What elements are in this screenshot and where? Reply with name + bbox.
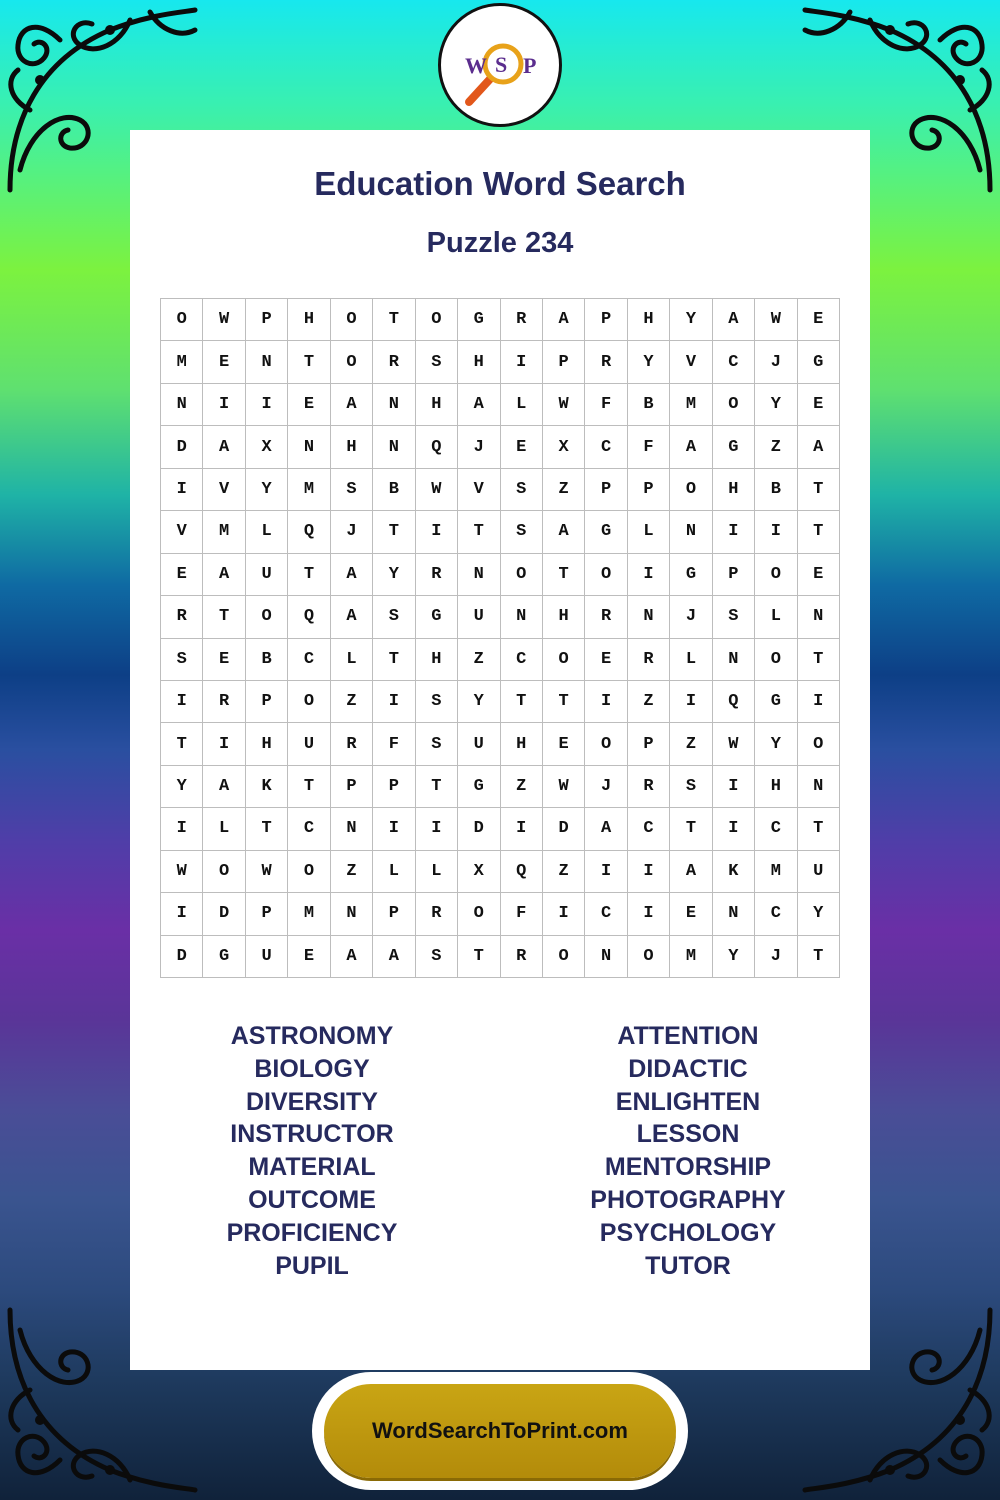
grid-cell[interactable]: Z: [331, 851, 373, 893]
grid-cell[interactable]: X: [246, 426, 288, 468]
grid-cell[interactable]: P: [543, 341, 585, 383]
grid-cell[interactable]: I: [373, 681, 415, 723]
grid-cell[interactable]: T: [373, 511, 415, 553]
grid-cell[interactable]: T: [203, 596, 245, 638]
grid-cell[interactable]: M: [288, 469, 330, 511]
grid-cell[interactable]: M: [670, 936, 712, 978]
word-list-item: ASTRONOMY: [230, 1022, 394, 1050]
grid-cell[interactable]: V: [670, 341, 712, 383]
grid-cell[interactable]: O: [331, 299, 373, 341]
grid-cell[interactable]: G: [798, 341, 840, 383]
grid-cell[interactable]: P: [373, 766, 415, 808]
grid-cell[interactable]: Z: [543, 851, 585, 893]
grid-cell[interactable]: F: [501, 893, 543, 935]
grid-cell[interactable]: U: [246, 554, 288, 596]
grid-cell[interactable]: O: [755, 639, 797, 681]
grid-cell[interactable]: S: [670, 766, 712, 808]
grid-cell[interactable]: Q: [416, 426, 458, 468]
grid-cell[interactable]: E: [288, 384, 330, 426]
grid-cell[interactable]: J: [755, 936, 797, 978]
grid-cell[interactable]: R: [416, 893, 458, 935]
grid-cell[interactable]: H: [416, 384, 458, 426]
grid-cell[interactable]: T: [373, 639, 415, 681]
grid-cell[interactable]: N: [246, 341, 288, 383]
grid-cell[interactable]: L: [203, 808, 245, 850]
grid-cell[interactable]: O: [501, 554, 543, 596]
grid-cell[interactable]: P: [331, 766, 373, 808]
grid-cell[interactable]: H: [246, 723, 288, 765]
grid-cell[interactable]: Q: [288, 511, 330, 553]
word-list-item: ENLIGHTEN: [615, 1087, 761, 1116]
grid-cell[interactable]: Z: [331, 681, 373, 723]
grid-cell[interactable]: R: [501, 936, 543, 978]
grid-cell[interactable]: E: [288, 936, 330, 978]
grid-cell[interactable]: D: [203, 893, 245, 935]
grid-cell[interactable]: E: [501, 426, 543, 468]
grid-cell[interactable]: R: [585, 596, 627, 638]
website-button[interactable]: WordSearchToPrint.com: [324, 1384, 676, 1478]
grid-cell[interactable]: E: [203, 639, 245, 681]
grid-cell[interactable]: W: [161, 851, 203, 893]
grid-cell[interactable]: L: [331, 639, 373, 681]
grid-cell[interactable]: H: [755, 766, 797, 808]
grid-cell[interactable]: O: [161, 299, 203, 341]
grid-cell[interactable]: T: [246, 808, 288, 850]
grid-cell[interactable]: R: [585, 341, 627, 383]
grid-cell[interactable]: N: [670, 511, 712, 553]
grid-cell[interactable]: K: [713, 851, 755, 893]
word-list-item: PSYCHOLOGY: [599, 1218, 777, 1247]
grid-cell[interactable]: L: [373, 851, 415, 893]
grid-cell[interactable]: T: [458, 511, 500, 553]
grid-cell[interactable]: I: [161, 469, 203, 511]
grid-cell[interactable]: Q: [713, 681, 755, 723]
grid-cell[interactable]: S: [416, 723, 458, 765]
grid-cell[interactable]: I: [203, 384, 245, 426]
grid-cell[interactable]: I: [246, 384, 288, 426]
grid-cell[interactable]: E: [585, 639, 627, 681]
grid-cell[interactable]: L: [670, 639, 712, 681]
word-list-right: [528, 1020, 848, 1282]
grid-cell[interactable]: Q: [501, 851, 543, 893]
grid-cell[interactable]: Z: [458, 639, 500, 681]
grid-cell[interactable]: Y: [458, 681, 500, 723]
grid-cell[interactable]: N: [585, 936, 627, 978]
grid-cell[interactable]: H: [288, 299, 330, 341]
grid-cell[interactable]: H: [458, 341, 500, 383]
grid-cell[interactable]: M: [670, 384, 712, 426]
grid-cell[interactable]: T: [288, 766, 330, 808]
grid-cell[interactable]: Y: [798, 893, 840, 935]
wsp-logo[interactable]: [438, 3, 562, 127]
grid-cell[interactable]: U: [246, 936, 288, 978]
grid-cell[interactable]: Y: [373, 554, 415, 596]
grid-cell[interactable]: C: [501, 639, 543, 681]
grid-cell[interactable]: Y: [670, 299, 712, 341]
grid-cell[interactable]: B: [755, 469, 797, 511]
grid-cell[interactable]: R: [501, 299, 543, 341]
word-list-item: PUPIL: [275, 1251, 349, 1280]
grid-cell[interactable]: P: [373, 893, 415, 935]
grid-cell[interactable]: I: [628, 554, 670, 596]
grid-cell[interactable]: G: [670, 554, 712, 596]
grid-cell[interactable]: G: [203, 936, 245, 978]
grid-cell[interactable]: O: [246, 596, 288, 638]
grid-cell[interactable]: B: [373, 469, 415, 511]
grid-cell[interactable]: N: [798, 596, 840, 638]
grid-cell[interactable]: T: [798, 469, 840, 511]
grid-cell[interactable]: A: [203, 554, 245, 596]
grid-cell[interactable]: I: [161, 808, 203, 850]
grid-cell[interactable]: O: [670, 469, 712, 511]
grid-cell[interactable]: F: [628, 426, 670, 468]
grid-cell[interactable]: W: [543, 766, 585, 808]
grid-cell[interactable]: P: [628, 723, 670, 765]
grid-cell[interactable]: Y: [628, 341, 670, 383]
page-title: Education Word Search: [314, 165, 686, 202]
grid-cell[interactable]: N: [458, 554, 500, 596]
grid-cell[interactable]: I: [416, 511, 458, 553]
grid-cell[interactable]: S: [331, 469, 373, 511]
grid-cell[interactable]: R: [373, 341, 415, 383]
grid-cell[interactable]: Y: [755, 723, 797, 765]
grid-cell[interactable]: I: [628, 893, 670, 935]
grid-cell[interactable]: C: [755, 808, 797, 850]
grid-cell[interactable]: V: [161, 511, 203, 553]
grid-cell[interactable]: P: [246, 299, 288, 341]
grid-cell[interactable]: A: [203, 766, 245, 808]
word-list-item: ATTENTION: [617, 1022, 759, 1050]
grid-cell[interactable]: M: [161, 341, 203, 383]
word-list-item: DIVERSITY: [246, 1087, 378, 1116]
grid-cell[interactable]: T: [288, 554, 330, 596]
grid-cell[interactable]: F: [373, 723, 415, 765]
grid-cell[interactable]: S: [416, 936, 458, 978]
grid-cell[interactable]: I: [501, 808, 543, 850]
grid-cell[interactable]: E: [543, 723, 585, 765]
grid-cell[interactable]: Y: [713, 936, 755, 978]
grid-cell[interactable]: Y: [161, 766, 203, 808]
logo-letter-w: W: [465, 53, 487, 78]
grid-cell[interactable]: X: [543, 426, 585, 468]
grid-cell[interactable]: N: [161, 384, 203, 426]
grid-cell[interactable]: T: [798, 639, 840, 681]
grid-cell[interactable]: N: [373, 384, 415, 426]
grid-cell[interactable]: A: [543, 299, 585, 341]
grid-cell[interactable]: C: [713, 341, 755, 383]
grid-cell[interactable]: A: [203, 426, 245, 468]
grid-cell[interactable]: T: [416, 766, 458, 808]
grid-cell[interactable]: H: [331, 426, 373, 468]
grid-cell[interactable]: S: [161, 639, 203, 681]
grid-cell[interactable]: F: [585, 384, 627, 426]
grid-cell[interactable]: T: [288, 341, 330, 383]
grid-cell[interactable]: E: [798, 384, 840, 426]
grid-cell[interactable]: A: [458, 384, 500, 426]
puzzle-number: Puzzle 234: [426, 227, 574, 259]
grid-cell[interactable]: N: [331, 893, 373, 935]
grid-cell[interactable]: Z: [755, 426, 797, 468]
grid-cell[interactable]: W: [713, 723, 755, 765]
grid-cell[interactable]: T: [543, 554, 585, 596]
grid-cell[interactable]: O: [755, 554, 797, 596]
grid-cell[interactable]: C: [585, 426, 627, 468]
grid-cell[interactable]: A: [373, 936, 415, 978]
word-list-item: LESSON: [636, 1120, 740, 1149]
grid-cell[interactable]: W: [246, 851, 288, 893]
grid-cell[interactable]: W: [543, 384, 585, 426]
grid-cell[interactable]: N: [331, 808, 373, 850]
word-list-item: INSTRUCTOR: [230, 1120, 394, 1149]
grid-cell[interactable]: N: [798, 766, 840, 808]
grid-cell[interactable]: H: [501, 723, 543, 765]
grid-cell[interactable]: O: [798, 723, 840, 765]
grid-cell[interactable]: H: [543, 596, 585, 638]
grid-cell[interactable]: Y: [246, 469, 288, 511]
grid-cell[interactable]: S: [416, 341, 458, 383]
grid-cell[interactable]: K: [246, 766, 288, 808]
grid-cell[interactable]: P: [585, 299, 627, 341]
grid-cell[interactable]: W: [416, 469, 458, 511]
grid-cell[interactable]: D: [458, 808, 500, 850]
grid-cell[interactable]: Y: [755, 384, 797, 426]
grid-cell[interactable]: I: [543, 893, 585, 935]
word-list-item: TUTOR: [645, 1251, 731, 1280]
grid-cell[interactable]: I: [755, 511, 797, 553]
grid-cell[interactable]: E: [203, 341, 245, 383]
grid-cell[interactable]: P: [246, 681, 288, 723]
grid-cell[interactable]: D: [161, 936, 203, 978]
grid-cell[interactable]: I: [713, 766, 755, 808]
grid-cell[interactable]: Z: [543, 469, 585, 511]
grid-cell[interactable]: O: [416, 299, 458, 341]
grid-cell[interactable]: R: [161, 596, 203, 638]
grid-cell[interactable]: N: [288, 426, 330, 468]
word-list-item: OUTCOME: [248, 1185, 376, 1214]
grid-cell[interactable]: C: [755, 893, 797, 935]
grid-cell[interactable]: L: [416, 851, 458, 893]
grid-cell[interactable]: T: [373, 299, 415, 341]
grid-cell[interactable]: E: [161, 554, 203, 596]
grid-cell[interactable]: E: [798, 299, 840, 341]
grid-cell[interactable]: S: [713, 596, 755, 638]
grid-cell[interactable]: I: [670, 681, 712, 723]
word-list-item: DIDACTIC: [628, 1054, 748, 1083]
grid-cell[interactable]: C: [288, 639, 330, 681]
grid-cell[interactable]: B: [246, 639, 288, 681]
grid-cell[interactable]: H: [628, 299, 670, 341]
grid-cell[interactable]: I: [713, 808, 755, 850]
grid-cell[interactable]: T: [501, 681, 543, 723]
grid-cell[interactable]: I: [416, 808, 458, 850]
grid-cell[interactable]: U: [798, 851, 840, 893]
grid-cell[interactable]: X: [458, 851, 500, 893]
grid-cell[interactable]: A: [670, 426, 712, 468]
grid-cell[interactable]: I: [713, 511, 755, 553]
grid-cell[interactable]: A: [331, 596, 373, 638]
grid-cell[interactable]: P: [585, 469, 627, 511]
grid-cell[interactable]: C: [628, 808, 670, 850]
grid-cell[interactable]: U: [288, 723, 330, 765]
grid-cell[interactable]: Z: [670, 723, 712, 765]
grid-cell[interactable]: T: [670, 808, 712, 850]
grid-cell[interactable]: R: [416, 554, 458, 596]
grid-cell[interactable]: I: [203, 723, 245, 765]
word-list-item: BIOLOGY: [254, 1054, 370, 1083]
grid-cell[interactable]: P: [628, 469, 670, 511]
grid-cell[interactable]: O: [543, 936, 585, 978]
grid-cell[interactable]: O: [585, 554, 627, 596]
grid-cell[interactable]: U: [458, 723, 500, 765]
grid-cell[interactable]: A: [798, 426, 840, 468]
grid-cell[interactable]: G: [416, 596, 458, 638]
grid-cell[interactable]: A: [713, 299, 755, 341]
grid-cell[interactable]: J: [331, 511, 373, 553]
word-list-item: PROFICIENCY: [226, 1218, 398, 1247]
grid-cell[interactable]: C: [288, 808, 330, 850]
grid-cell[interactable]: I: [585, 681, 627, 723]
grid-cell[interactable]: A: [585, 808, 627, 850]
grid-cell[interactable]: I: [628, 851, 670, 893]
grid-cell[interactable]: N: [628, 596, 670, 638]
grid-cell[interactable]: O: [288, 851, 330, 893]
grid-cell[interactable]: M: [203, 511, 245, 553]
grid-cell[interactable]: P: [713, 554, 755, 596]
grid-cell[interactable]: G: [755, 681, 797, 723]
grid-cell[interactable]: T: [798, 511, 840, 553]
grid-cell[interactable]: N: [373, 426, 415, 468]
grid-cell[interactable]: H: [713, 469, 755, 511]
word-list-item: MENTORSHIP: [604, 1153, 772, 1182]
grid-cell[interactable]: D: [161, 426, 203, 468]
grid-cell[interactable]: A: [331, 384, 373, 426]
grid-cell[interactable]: Z: [501, 766, 543, 808]
grid-cell[interactable]: O: [713, 384, 755, 426]
grid-cell[interactable]: S: [416, 681, 458, 723]
grid-cell[interactable]: T: [543, 681, 585, 723]
grid-cell[interactable]: O: [458, 893, 500, 935]
grid-cell[interactable]: I: [501, 341, 543, 383]
grid-cell[interactable]: A: [331, 936, 373, 978]
grid-cell[interactable]: L: [628, 511, 670, 553]
grid-cell[interactable]: E: [670, 893, 712, 935]
grid-cell[interactable]: L: [755, 596, 797, 638]
grid-cell[interactable]: O: [543, 639, 585, 681]
letter-grid[interactable]: [160, 298, 840, 978]
grid-cell[interactable]: O: [203, 851, 245, 893]
grid-cell[interactable]: C: [585, 893, 627, 935]
grid-cell[interactable]: S: [501, 469, 543, 511]
grid-cell[interactable]: N: [713, 893, 755, 935]
word-list-item: MATERIAL: [248, 1153, 376, 1182]
grid-cell[interactable]: N: [713, 639, 755, 681]
grid-cell[interactable]: G: [585, 511, 627, 553]
grid-cell[interactable]: O: [585, 723, 627, 765]
grid-cell[interactable]: W: [755, 299, 797, 341]
grid-cell[interactable]: R: [628, 766, 670, 808]
grid-cell[interactable]: A: [543, 511, 585, 553]
grid-cell[interactable]: D: [543, 808, 585, 850]
grid-cell[interactable]: L: [501, 384, 543, 426]
grid-cell[interactable]: B: [628, 384, 670, 426]
grid-cell[interactable]: R: [628, 639, 670, 681]
grid-cell[interactable]: O: [628, 936, 670, 978]
grid-cell[interactable]: W: [203, 299, 245, 341]
grid-cell[interactable]: Q: [288, 596, 330, 638]
grid-cell[interactable]: A: [670, 851, 712, 893]
grid-cell[interactable]: O: [288, 681, 330, 723]
grid-cell[interactable]: U: [458, 596, 500, 638]
grid-cell[interactable]: G: [458, 766, 500, 808]
logo-letter-s: S: [495, 52, 508, 77]
grid-cell[interactable]: I: [373, 808, 415, 850]
grid-cell[interactable]: Z: [628, 681, 670, 723]
word-list-left: [152, 1020, 472, 1282]
word-list-item: PHOTOGRAPHY: [590, 1185, 786, 1214]
grid-cell[interactable]: N: [501, 596, 543, 638]
grid-cell[interactable]: I: [161, 893, 203, 935]
logo-letter-p: P: [523, 53, 537, 78]
grid-cell[interactable]: S: [373, 596, 415, 638]
grid-cell[interactable]: T: [458, 936, 500, 978]
grid-cell[interactable]: S: [501, 511, 543, 553]
grid-cell[interactable]: R: [203, 681, 245, 723]
grid-cell[interactable]: M: [288, 893, 330, 935]
grid-cell[interactable]: T: [798, 808, 840, 850]
grid-cell[interactable]: A: [331, 554, 373, 596]
grid-cell[interactable]: I: [585, 851, 627, 893]
grid-cell[interactable]: I: [161, 681, 203, 723]
grid-cell[interactable]: T: [161, 723, 203, 765]
grid-cell[interactable]: O: [331, 341, 373, 383]
grid-cell[interactable]: J: [585, 766, 627, 808]
magnifier-logo-icon: [441, 6, 559, 124]
grid-cell[interactable]: L: [246, 511, 288, 553]
grid-cell[interactable]: V: [458, 469, 500, 511]
grid-cell[interactable]: M: [755, 851, 797, 893]
grid-cell[interactable]: G: [458, 299, 500, 341]
grid-cell[interactable]: P: [246, 893, 288, 935]
grid-cell[interactable]: J: [458, 426, 500, 468]
grid-cell[interactable]: I: [798, 681, 840, 723]
grid-cell[interactable]: T: [798, 936, 840, 978]
grid-cell[interactable]: J: [670, 596, 712, 638]
grid-cell[interactable]: J: [755, 341, 797, 383]
grid-cell[interactable]: H: [416, 639, 458, 681]
grid-cell[interactable]: G: [713, 426, 755, 468]
grid-cell[interactable]: R: [331, 723, 373, 765]
grid-cell[interactable]: V: [203, 469, 245, 511]
grid-cell[interactable]: E: [798, 554, 840, 596]
